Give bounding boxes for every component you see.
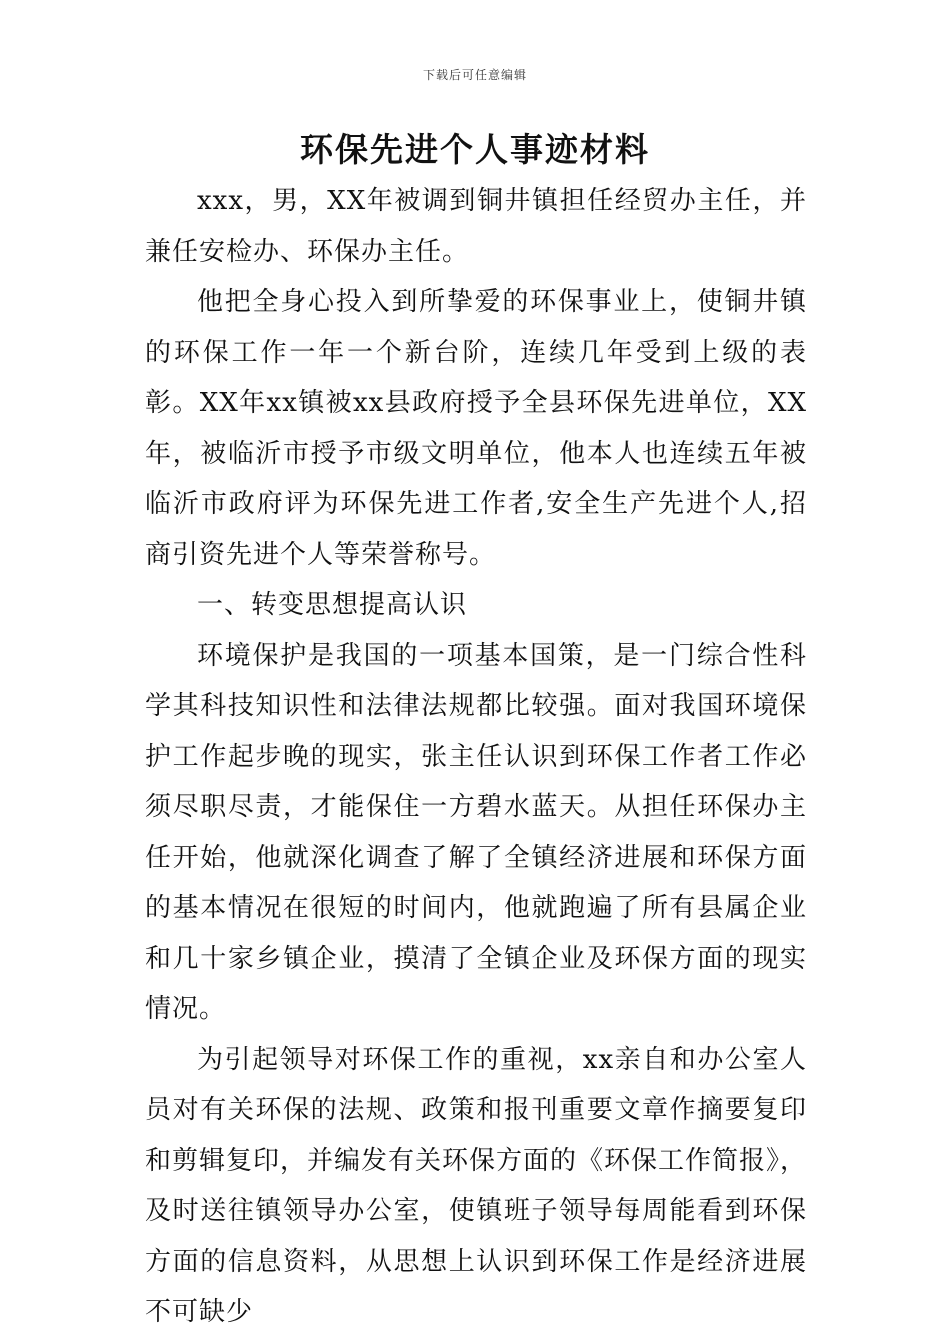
paragraph-briefing: 为引起领导对环保工作的重视，xx亲自和办公室人员对有关环保的法规、政策和报刊重要文章作摘要复印和剪辑复印，并编发有关环保方面的《环保工作简报》，及时送往镇领导办公室，使镇班子领导每周能看到环保方面的信息资料，从思想上认识到环保工作是经济进展不可缺少 <box>145 1044 808 1327</box>
document-title: 环保先进个人事迹材料 <box>300 130 650 169</box>
paragraph-intro: xxx，男，XX年被调到铜井镇担任经贸办主任，并兼任安检办、环保办主任。 <box>145 186 807 267</box>
section-heading: 一、转变思想提高认识 <box>197 590 468 620</box>
document-body <box>145 176 807 1338</box>
paragraph-investigation: 环境保护是我国的一项基本国策，是一门综合性科学其科技知识性和法律法规都比较强。面对我国环境保护工作起步晚的现实，张主任认识到环保工作者工作必须尽职尽责，才能保住一方碧水蓝天。从担任环保办主任开始，他就深化调查了解了全镇经济进展和环保方面的基本情况在很短的时间内，他就跑遍了所有县属企业和几十家乡镇企业，摸清了全镇企业及环保方面的现实情况。 <box>145 640 807 1024</box>
header-note: 下载后可任意编辑 <box>422 68 527 82</box>
paragraph-honors: 他把全身心投入到所挚爱的环保事业上，使铜井镇的环保工作一年一个新台阶，连续几年受到上级的表彰。XX年xx镇被xx县政府授予全县环保先进单位，XX年，被临沂市授予市级文明单位，他本人也连续五年被临沂市政府评为环保先进工作者,安全生产先进个人,招商引资先进个人等荣誉称号。 <box>145 287 807 570</box>
